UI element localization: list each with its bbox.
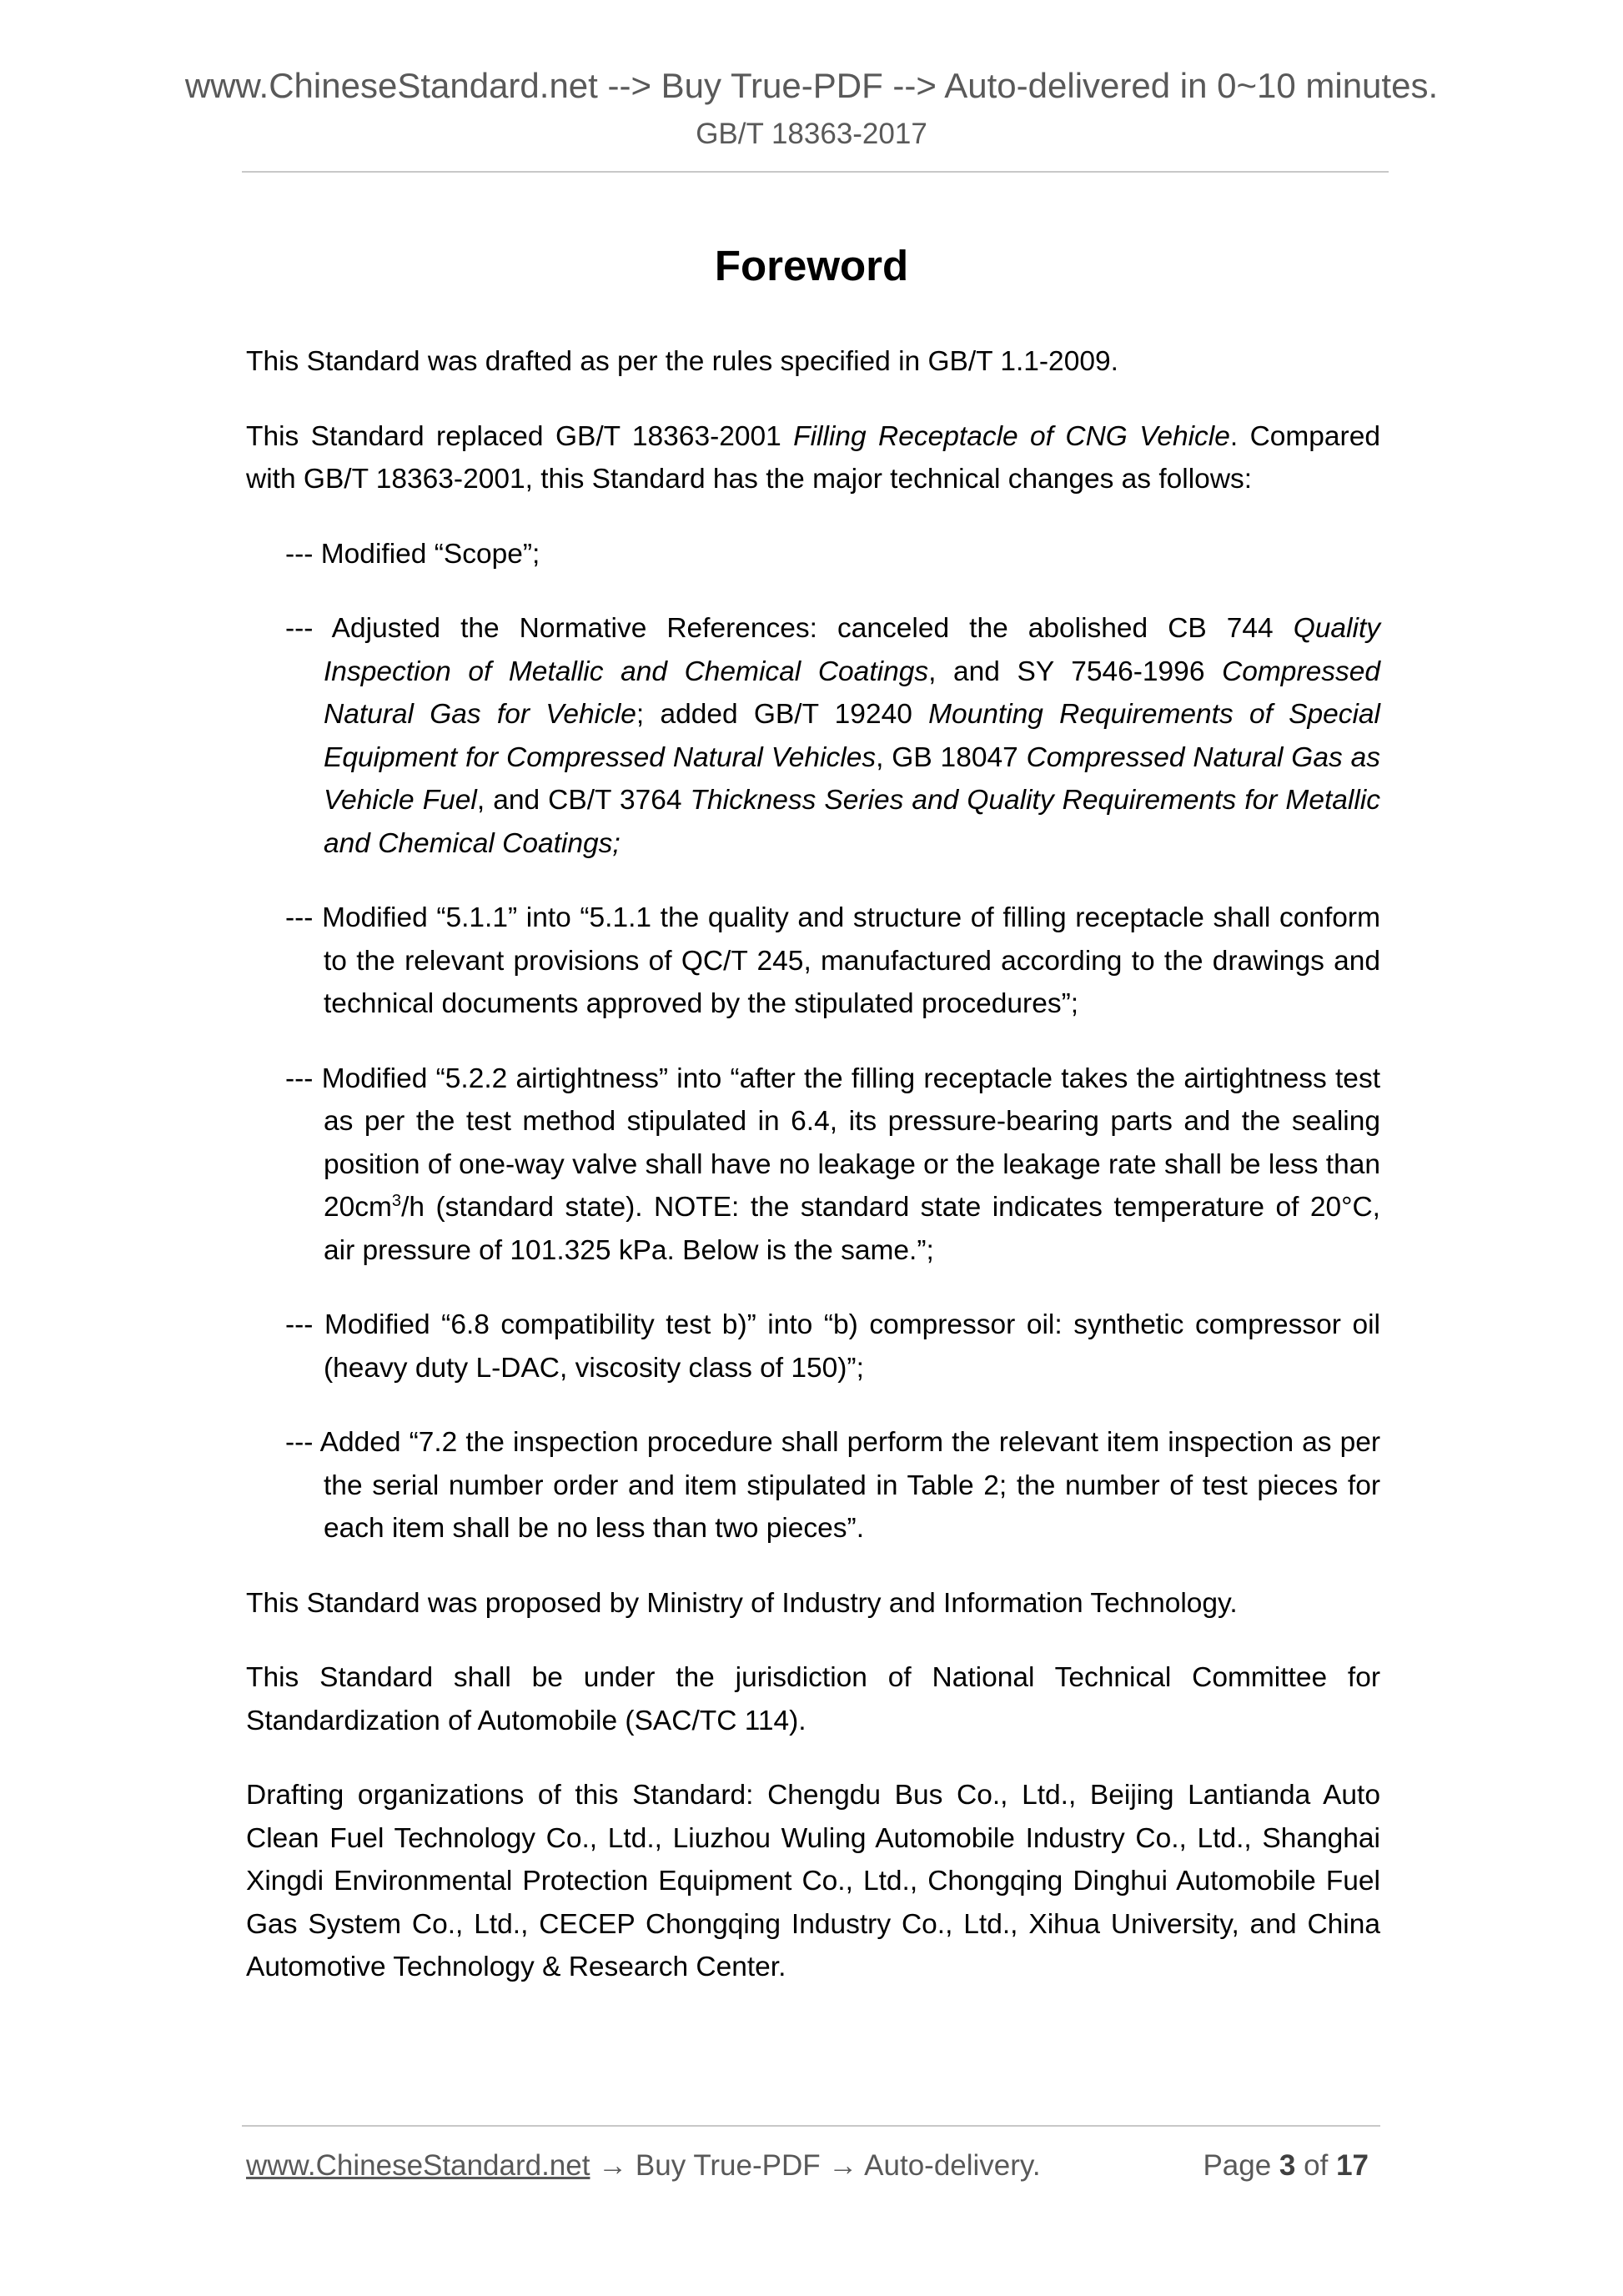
paragraph-drafting-rules: This Standard was drafted as per the rules specified in GB/T 1.1-2009. bbox=[246, 346, 1118, 377]
text-run: --- Adjusted the Normative References: canceled the abolished CB 744 bbox=[285, 613, 1294, 644]
paragraph-replaced-standard bbox=[246, 415, 1380, 501]
text-run: , and SY 7546-1996 bbox=[928, 656, 1223, 687]
change-item-7-2: --- Added “7.2 the inspection procedure shall perform the relevant item inspection as per the serial number order and item stipulated in Table 2; the number of test pieces for each item shall be no less than two pieces”. bbox=[285, 1427, 1380, 1544]
standard-title: Compressed Natural Gas for Vehicle bbox=[324, 656, 1380, 730]
standard-title: Filling Receptacle of CNG Vehicle bbox=[793, 420, 1230, 452]
text-run: , and CB/T 3764 bbox=[476, 785, 691, 816]
of-label: of bbox=[1304, 2149, 1329, 2182]
footer-left bbox=[246, 2148, 1041, 2183]
text-run: This Standard replaced GB/T 18363-2001 bbox=[246, 420, 794, 452]
text-run: . Compared with GB/T 18363-2001, this Standard has the major technical changes as follows: bbox=[246, 420, 1380, 495]
page-label: Page bbox=[1203, 2149, 1272, 2182]
text-run: , GB 18047 bbox=[876, 741, 1027, 773]
page-title: Foreword bbox=[714, 242, 909, 289]
standard-title: Quality Inspection of Metallic and Chemical Coatings bbox=[324, 613, 1380, 687]
header-divider bbox=[242, 171, 1389, 173]
change-item-5-2-2 bbox=[285, 1058, 1380, 1273]
text-run: ; added GB/T 19240 bbox=[636, 699, 929, 730]
footer-site-link[interactable]: www.ChineseStandard.net bbox=[246, 2149, 590, 2182]
page-total: 17 bbox=[1336, 2149, 1369, 2182]
superscript: 3 bbox=[391, 1191, 402, 1210]
footer-tagline: → Buy True-PDF → Auto-delivery. bbox=[590, 2149, 1041, 2182]
document-body bbox=[246, 340, 1380, 1989]
footer-divider bbox=[242, 2125, 1380, 2127]
header-standard-code: GB/T 18363-2017 bbox=[696, 118, 927, 150]
text-run: --- Modified “5.2.2 airtightness” into “after the filling receptacle takes the airtightness test as per the test method stipulated in 6.4, its pressure-bearing parts and the sealing position of one-way valve shall have no leakage or the leakage rate shall be less than 20cm bbox=[285, 1063, 1380, 1223]
paragraph-proposed-by: This Standard was proposed by Ministry of Industry and Information Technology. bbox=[246, 1587, 1238, 1619]
change-item-scope: --- Modified “Scope”; bbox=[285, 538, 540, 570]
page-indicator bbox=[1203, 2148, 1369, 2183]
standard-title: Compressed Natural Gas as Vehicle Fuel bbox=[324, 741, 1380, 816]
change-item-normative-references bbox=[285, 607, 1380, 865]
text-run: /h (standard state). NOTE: the standard state indicates temperature of 20°C, air pressure of 101.325 kPa. Below is the same.”; bbox=[324, 1192, 1380, 1266]
header-banner: www.ChineseStandard.net --> Buy True-PDF --> Auto-delivered in 0~10 minutes. bbox=[184, 66, 1439, 105]
paragraph-drafting-organizations: Drafting organizations of this Standard: Chengdu Bus Co., Ltd., Beijing Lantianda Auto Clean Fuel Technology Co., Ltd., Liuzhou Wuling Automobile Industry Co., Ltd., Shanghai Xingdi Environmental Protection Equipment Co., Ltd., Chongqing Dinghui Automobile Fuel Gas System Co., Ltd., CECEP Chongqing Industry Co., Ltd., Xihua University, and China Automotive Technology & Research Center. bbox=[246, 1780, 1380, 1982]
standard-title: Mounting Requirements of Special Equipment for Compressed Natural Vehicles bbox=[324, 699, 1381, 773]
change-item-6-8: --- Modified “6.8 compatibility test b)” into “b) compressor oil: synthetic compressor oil (heavy duty L-DAC, viscosity class of 150)”; bbox=[285, 1309, 1380, 1384]
change-item-5-1-1: --- Modified “5.1.1” into “5.1.1 the quality and structure of filling receptacle shall conform to the relevant provisions of QC/T 245, manufactured according to the drawings and technical documents approved by the stipulated procedures”; bbox=[285, 902, 1380, 1019]
standard-title: Thickness Series and Quality Requirements for Metallic and Chemical Coatings; bbox=[324, 785, 1380, 859]
page-number: 3 bbox=[1279, 2149, 1296, 2182]
paragraph-jurisdiction: This Standard shall be under the jurisdiction of National Technical Committee for Standardization of Automobile (SAC/TC 114). bbox=[246, 1662, 1380, 1736]
